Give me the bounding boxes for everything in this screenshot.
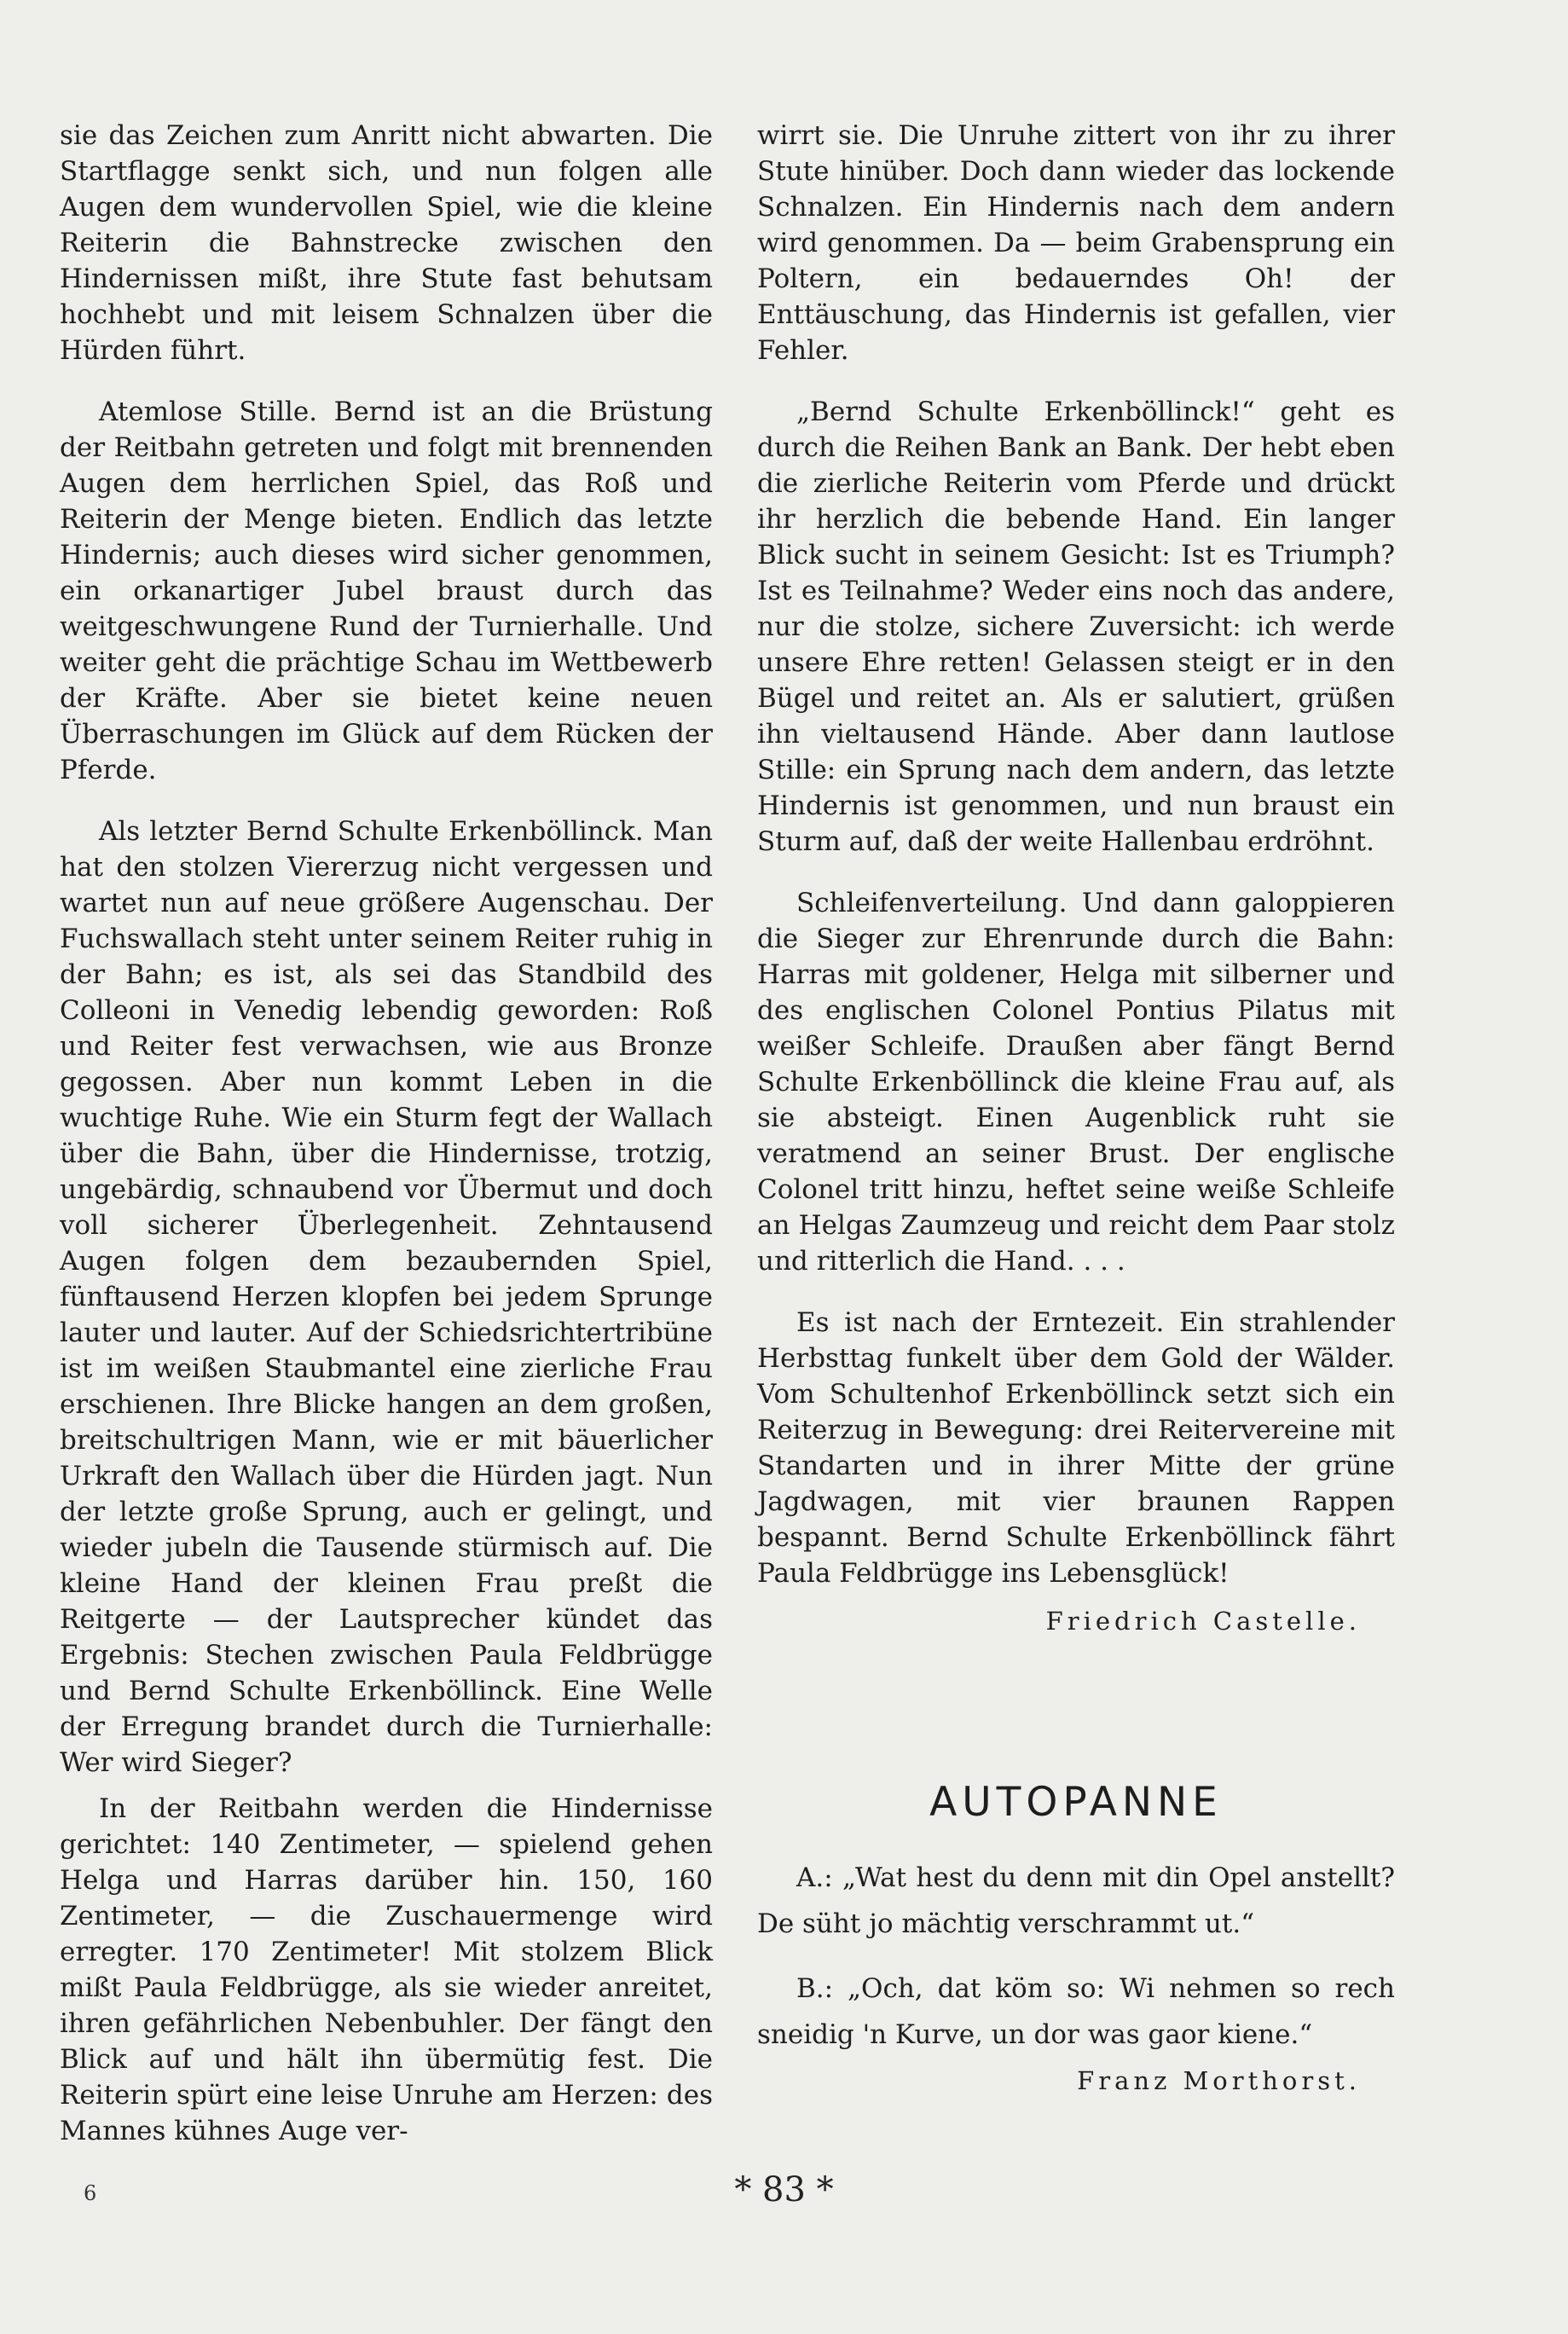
anecdote-author: Franz Morthorst. bbox=[1077, 2066, 1361, 2095]
paragraph: Es ist nach der Erntezeit. Ein strahlender Herbsttag funkelt über dem Gold der Wälder. Vom Schultenhof Erkenböllinck setzt sich ein Reiterzug in Bewegung: drei Reitervereine mit Standarten und in ihrer Mitte der grüne Jagdwagen, mit vier braunen Rappen bespannt. Bernd Schulte Erkenböllinck fährt Paula Feldbrügge ins Lebensglück! bbox=[757, 1307, 1395, 1589]
dialog-line-b-text: B.: „Och, dat köm so: Wi nehmen so rech sneidig 'n Kurve, un dor was gaor kiene.“ bbox=[757, 1973, 1395, 2050]
left-column bbox=[60, 118, 713, 2149]
anecdote-dialog bbox=[757, 1855, 1395, 2104]
dialog-line-b bbox=[757, 1966, 1395, 2095]
sheet-mark: 6 bbox=[84, 2181, 97, 2205]
dialog-line-a: A.: „Wat hest du denn mit din Opel anstellt? De süht jo mächtig verschrammt ut.“ bbox=[757, 1862, 1395, 1939]
paragraph: „Bernd Schulte Erkenböllinck!“ geht es durch die Reihen Bank an Bank. Der hebt eben die zierliche Reiterin vom Pferde und drückt ihr herzlich die bebende Hand. Ein langer Blick sucht in seinem Gesicht: Ist es Triumph? Ist es Teilnahme? Weder eins noch das andere, nur die stolze, sichere Zuversicht: ich werde unsere Ehre retten! Gelassen steigt er in den Bügel und reitet an. Als er salutiert, grüßen ihn vieltausend Hände. Aber dann lautlose Stille: ein Sprung nach dem andern, das letzte Hindernis ist genommen, und nun braust ein Sturm auf, daß der weite Hallenbau erdröhnt. bbox=[757, 397, 1395, 857]
section-title: AUTOPANNE bbox=[929, 1779, 1223, 1826]
paragraph: Atemlose Stille. Bernd ist an die Brüstung der Reitbahn getreten und folgt mit brennenden Augen dem herrlichen Spiel, das Roß und Reiterin der Menge bieten. Endlich das letzte Hindernis; auch dieses wird sicher genommen, ein orkanartiger Jubel braust durch das weitgeschwungene Rund der Turnierhalle. Und weiter geht die prächtige Schau im Wettbewerb der Kräfte. Aber sie bietet keine neuen Überraschungen im Glück auf dem Rücken der Pferde. bbox=[60, 397, 713, 785]
paragraph: Als letzter Bernd Schulte Erkenböllinck. Man hat den stolzen Viererzug nicht vergessen und wartet nun auf neue größere Augenschau. Der Fuchswallach steht unter seinem Reiter ruhig in der Bahn; es ist, als sei das Standbild des Colleoni in Venedig lebendig geworden: Roß und Reiter fest verwachsen, wie aus Bronze gegossen. Aber nun kommt Leben in die wuchtige Ruhe. Wie ein Sturm fegt der Wallach über die Bahn, über die Hindernisse, trotzig, ungebärdig, schnaubend vor Übermut und doch voll sicherer Überlegenheit. Zehntausend Augen folgen dem bezaubernden Spiel, fünftausend Herzen klopfen bei jedem Sprunge lauter und lauter. Auf der Schiedsrichtertribüne ist im weißen Staubmantel eine zierliche Frau erschienen. Ihre Blicke hangen an dem großen, breitschultrigen Mann, wie er mit bäuerlicher Urkraft den Wallach über die Hürden jagt. Nun der letzte große Sprung, auch er gelingt, und wieder jubeln die Tausende stürmisch auf. Die kleine Hand der kleinen Frau preßt die Reitgerte — der Lautsprecher kündet das Ergebnis: Stechen zwischen Paula Feldbrügge und Bernd Schulte Erkenböllinck. Eine Welle der Erregung brandet durch die Turnierhalle: Wer wird Sieger? bbox=[60, 816, 713, 1778]
story-author: Friedrich Castelle. bbox=[1045, 1607, 1361, 1636]
paragraph: In der Reitbahn werden die Hindernisse gerichtet: 140 Zentimeter, — spielend gehen Helga und Harras darüber hin. 150, 160 Zentimeter, — die Zuschauermenge wird erregter. 170 Zentimeter! Mit stolzem Blick mißt Paula Feldbrügge, als sie wieder anreitet, ihren gefährlichen Nebenbuhler. Der fängt den Blick auf und hält ihn übermütig fest. Die Reiterin spürt eine leise Unruhe am Herzen: des Mannes kühnes Auge ver- bbox=[60, 1793, 713, 2146]
paragraph: wirrt sie. Die Unruhe zittert von ihr zu ihrer Stute hinüber. Doch dann wieder das lockende Schnalzen. Ein Hindernis nach dem andern wird genommen. Da — beim Grabensprung ein Poltern, ein bedauerndes Oh! der Enttäuschung, das Hindernis ist gefallen, vier Fehler. bbox=[757, 120, 1395, 366]
paragraph: Schleifenverteilung. Und dann galoppieren die Sieger zur Ehrenrunde durch die Bahn: Harras mit goldener, Helga mit silberner und des englischen Colonel Pontius Pilatus mit weißer Schleife. Draußen aber fängt Bernd Schulte Erkenböllinck die kleine Frau auf, als sie absteigt. Einen Augenblick ruht sie veratmend an seiner Brust. Der englische Colonel tritt hinzu, heftet seine weiße Schleife an Helgas Zaumzeug und reicht dem Paar stolz und ritterlich die Hand. . . . bbox=[757, 888, 1395, 1277]
right-column bbox=[757, 118, 1395, 1636]
paragraph: sie das Zeichen zum Anritt nicht abwarten. Die Startflagge senkt sich, und nun folgen alle Augen dem wundervollen Spiel, wie die kleine Reiterin die Bahnstrecke zwischen den Hindernissen mißt, ihre Stute fast behutsam hochhebt und mit leisem Schnalzen über die Hürden führt. bbox=[60, 120, 713, 366]
page-number: * 83 * bbox=[734, 2170, 834, 2209]
